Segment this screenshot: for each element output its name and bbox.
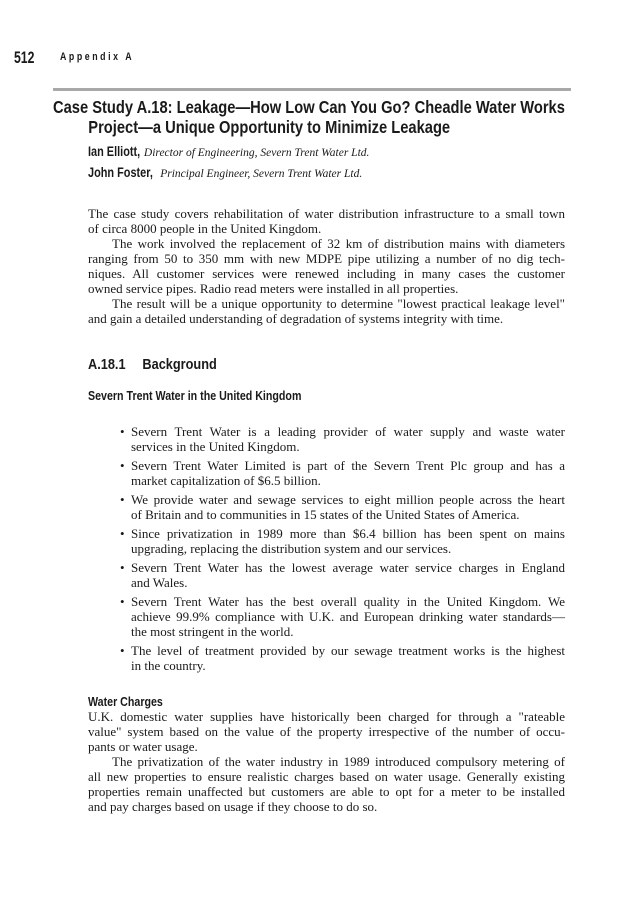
list-item	[120, 643, 565, 673]
bullet-icon: •	[120, 643, 125, 658]
text-line: Since privatization in 1989 more than $6.4 billion has been spent on mains	[131, 526, 565, 541]
text-line: We provide water and sewage services to eight million people across the heart	[131, 492, 565, 507]
bullet-icon: •	[120, 526, 125, 541]
case-study-title	[53, 97, 565, 137]
text-line: market capitalization of $6.5 billion.	[131, 473, 321, 488]
author-1	[88, 143, 369, 160]
text-line: in the country.	[131, 658, 206, 673]
section-title: Background	[142, 356, 217, 373]
text-line: owned service pipes. Radio read meters were installed in all properties.	[88, 281, 459, 296]
page-number: 512	[14, 48, 35, 67]
text-line: ranging from 50 to 350 mm with new MDPE pipe utilizing a number of no dig tech-	[88, 251, 565, 266]
text-line: all new properties to ensure realistic charges based on water usage. Generally existing	[88, 769, 565, 784]
text-line: and Wales.	[131, 575, 188, 590]
list-item	[120, 594, 565, 639]
running-head: Appendix A	[60, 51, 135, 63]
bullet-icon: •	[120, 458, 125, 473]
text-line: The case study covers rehabilitation of water distribution infrastructure to a small town	[88, 206, 565, 221]
list-item	[120, 492, 565, 522]
list-item	[120, 458, 565, 488]
author-name: John Foster,	[88, 164, 153, 180]
section-rule	[53, 88, 571, 91]
subsection-heading: Severn Trent Water in the United Kingdom	[88, 388, 302, 403]
text-line: niques. All customer services were renewed including in many cases the customer	[88, 266, 565, 281]
text-line: Severn Trent Water is a leading provider of water supply and waste water	[131, 424, 565, 439]
text-line: properties remain unaffected but customers are able to opt for a meter to be installed	[88, 784, 565, 799]
bullet-icon: •	[120, 424, 125, 439]
list-item	[120, 424, 565, 454]
text-line: services in the United Kingdom.	[131, 439, 300, 454]
text-line: and pay charges based on usage if they choose to do so.	[88, 799, 378, 814]
text-line: and gain a detailed understanding of degradation of systems integrity with time.	[88, 311, 504, 326]
text-line: of Britain and to communities in 15 states of the United States of America.	[131, 507, 520, 522]
text-line: the most stringent in the world.	[131, 624, 294, 639]
author-name: Ian Elliott,	[88, 143, 141, 159]
subsection-heading: Water Charges	[88, 694, 163, 709]
author-2	[88, 164, 362, 181]
section-heading	[88, 356, 217, 373]
text-line: The result will be a unique opportunity to determine "lowest practical leakage level"	[112, 296, 565, 311]
text-line: achieve 99.9% compliance with U.K. and European drinking water standards—	[131, 609, 565, 624]
text-line: of circa 8000 people in the United Kingdom.	[88, 221, 322, 236]
bullet-list	[120, 424, 565, 677]
section-number: A.18.1	[88, 356, 126, 373]
list-item	[120, 560, 565, 590]
bullet-icon: •	[120, 594, 125, 609]
text-line: pants or water usage.	[88, 739, 198, 754]
list-item	[120, 526, 565, 556]
charges-text	[88, 709, 565, 814]
text-line: value" system based on the value of the property irrespective of the number of occu-	[88, 724, 565, 739]
text-line: U.K. domestic water supplies have historically been charged for through a "rateable	[88, 709, 565, 724]
text-line: Severn Trent Water has the lowest average water service charges in England	[131, 560, 565, 575]
text-line: upgrading, replacing the distribution system and our services.	[131, 541, 452, 556]
text-line: Severn Trent Water Limited is part of the Severn Trent Plc group and has a	[131, 458, 565, 473]
author-role: Principal Engineer, Severn Trent Water Ltd.	[160, 168, 363, 180]
text-line: The level of treatment provided by our sewage treatment works is the highest	[131, 643, 565, 658]
text-line: The privatization of the water industry in 1989 introduced compulsory metering of	[112, 754, 565, 769]
intro-text	[88, 206, 565, 326]
text-line: The work involved the replacement of 32 km of distribution mains with diameters	[112, 236, 565, 251]
bullet-icon: •	[120, 492, 125, 507]
author-role: Director of Engineering, Severn Trent Water Ltd.	[143, 147, 370, 159]
title-line-1: Case Study A.18: Leakage—How Low Can You Go? Cheadle Water Works	[53, 97, 565, 117]
bullet-icon: •	[120, 560, 125, 575]
text-line: Severn Trent Water has the best overall quality in the United Kingdom. We	[131, 594, 565, 609]
title-line-2: Project—a Unique Opportunity to Minimize Leakage	[88, 117, 451, 137]
